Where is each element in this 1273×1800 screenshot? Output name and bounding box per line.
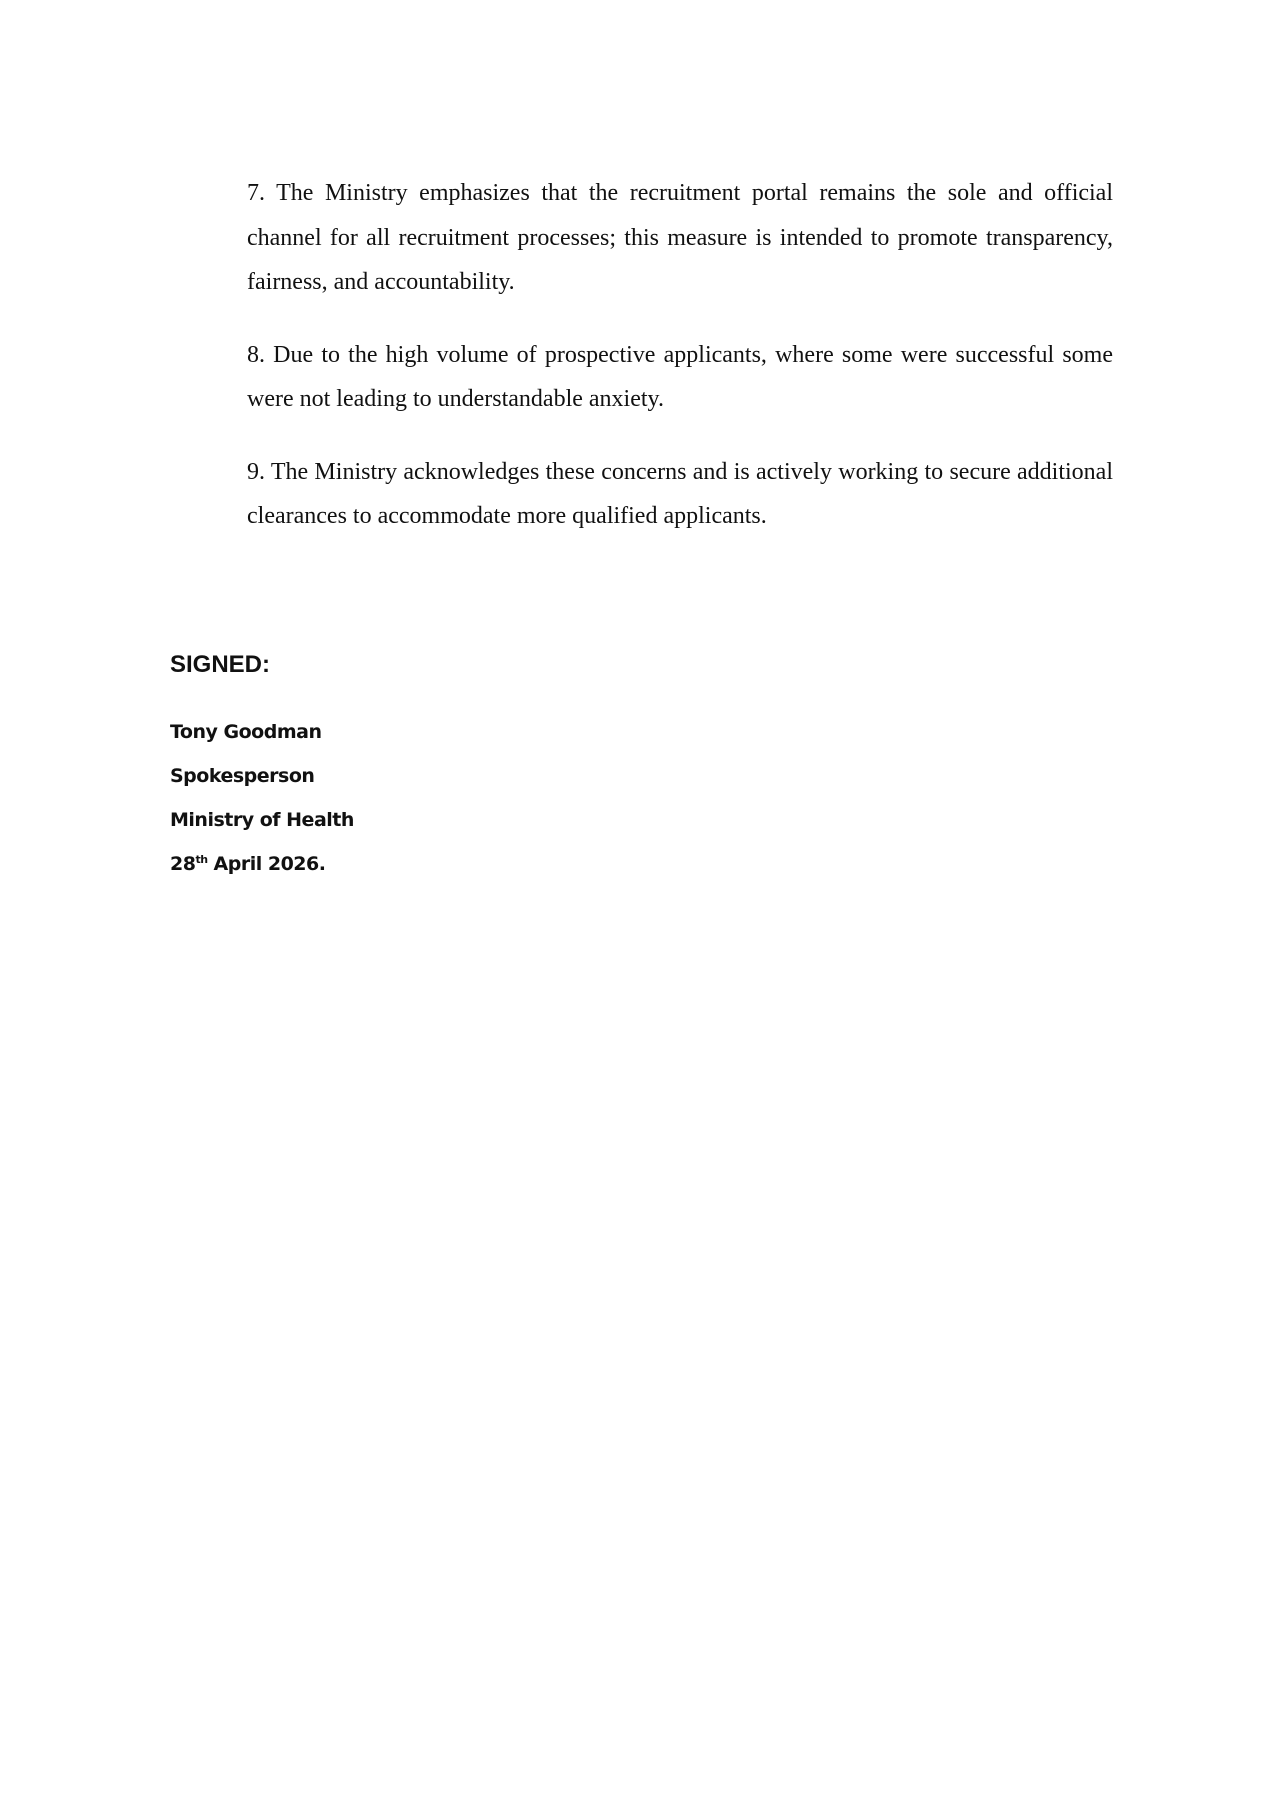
- date-suffix: th: [195, 852, 208, 866]
- signed-heading: SIGNED:: [170, 651, 271, 678]
- date-day: 28: [170, 853, 196, 875]
- signatory-title: Spokesperson: [170, 765, 315, 787]
- signatory-name: Tony Goodman: [170, 721, 322, 743]
- paragraph-7: 7. The Ministry emphasizes that the recruitment portal remains the sole and official channel for all recruitment processes; this measure is intended to promote transparency, fairness, and accountability.: [247, 180, 1113, 295]
- paragraph-8: 8. Due to the high volume of prospective applicants, where some were successful some were not leading to understandable anxiety.: [247, 341, 1113, 412]
- signatory-organization: Ministry of Health: [170, 809, 354, 831]
- date-rest: April 2026.: [213, 853, 326, 875]
- document-body: [247, 171, 1113, 567]
- signature-block: [170, 650, 770, 886]
- paragraph-9: 9. The Ministry acknowledges these concerns and is actively working to secure additional clearances to accommodate more qualified applicants.: [247, 458, 1113, 529]
- signature-date: [170, 842, 770, 886]
